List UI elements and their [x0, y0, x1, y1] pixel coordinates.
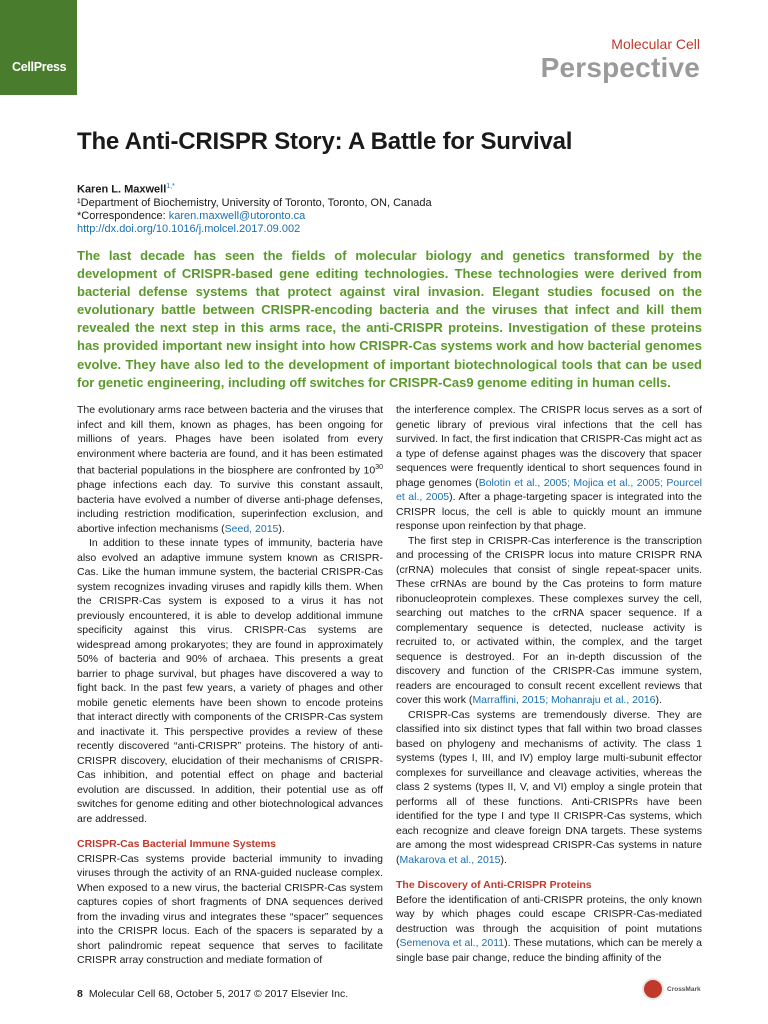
- section-heading: CRISPR-Cas Bacterial Immune Systems: [77, 838, 276, 850]
- crossmark-label: CrossMark: [667, 985, 701, 993]
- column-right: [396, 403, 702, 965]
- footer-citation: Molecular Cell 68, October 5, 2017 © 2017 Elsevier Inc.: [88, 988, 349, 1000]
- article-title: The Anti-CRISPR Story: A Battle for Survival: [77, 128, 573, 155]
- affiliation: ¹Department of Biochemistry, University of Toronto, Toronto, ON, Canada: [77, 196, 432, 209]
- author-marks[interactable]: 1,*: [166, 183, 175, 190]
- author-name: Karen L. Maxwell: [77, 183, 167, 196]
- doi-link[interactable]: http://dx.doi.org/10.1016/j.molcel.2017.09.002: [77, 222, 301, 235]
- paragraph: The evolutionary arms race between bacteria and the viruses that infect and kill them, known as phages, has been ongoing for millions of years. Phages have been isolated from every environment where bacteria are found, and it has been estimated that bacterial populations in the biosphere are confronted by $10^{30}$ phage infections each day. To survive this constant assault, bacteria have evolved a number of diverse anti-phage defenses, including restriction modification, superinfection exclusion, and abortive infection mechanisms (Seed, 2015).: [77, 404, 383, 535]
- section-label: Perspective: [540, 52, 700, 83]
- publisher-badge: [0, 0, 77, 95]
- author-block: [77, 180, 432, 236]
- correspondence: *Correspondence: karen.maxwell@utoronto.ca: [77, 209, 306, 222]
- citation-link[interactable]: Bolotin et al., 2005; Mojica et al., 2005; Pourcel et al., 2005: [396, 476, 702, 503]
- page-footer: [77, 988, 348, 1000]
- crossmark-icon: [642, 978, 664, 1000]
- paragraph: CRISPR-Cas systems provide bacterial immunity to invading viruses through the activity of an RNA-guided nuclease complex. When exposed to a new virus, the bacterial CRISPR-Cas system captures copies of short fragments of DNA sequences derived from the invading virus and integrates these “spacer” sequences into the CRISPR locus. Each of the spacers is separated by a short palindromic repeat sequence that serves to facilitate CRISPR array construction and mediate formation of: [77, 852, 383, 966]
- section-heading: The Discovery of Anti-CRISPR Proteins: [396, 879, 592, 891]
- paragraph: The first step in CRISPR-Cas interference is the transcription and processing of the CRISPR locus into mature CRISPR RNA (crRNA) molecules that consist of single repeat-spacer units. These crRNAs are bound by the Cas proteins to form mature ribonucleoprotein complexes. These complexes survey the cell, searching out matches to the crRNA spacer sequence. If a complementary sequence is detected, nuclease activity is recruited to, or activated within, the complex, and the target sequence is destroyed. For an in-depth discussion of the discovery and function of the CRISPR-Cas immune system, readers are encouraged to consult recent excellent reviews that cover this work (Marraffini, 2015; Mohanraju et al., 2016).: [396, 534, 702, 706]
- crossmark-badge[interactable]: [642, 978, 701, 1000]
- paragraph: CRISPR-Cas systems are tremendously diverse. They are classified into six distinct types that fall within two broad classes based on phylogeny and mechanisms of activity. The class 1 systems (types I, III, and IV) employ large multi-subunit effector complexes for surveillance and cleavage activities, whereas the class 2 systems (types II, V, and VI) employ a single protein that performs all of these functions. Anti-CRISPRs have been identified for the type I and type II CRISPR-Cas systems, which each recognize and cleave foreign DNA targets. These systems are among the most widespread CRISPR-Cas systems in nature (Makarova et al., 2015).: [396, 708, 702, 866]
- page-number: 8: [77, 988, 83, 1000]
- paragraph: the interference complex. The CRISPR locus serves as a sort of genetic library of previous viral infections that the cell has survived. In fact, the first indication that CRISPR-Cas might act as a type of defense against phages was the discovery that spacer sequences were frequently identical to short sequences found in phage genomes (Bolotin et al., 2005; Mojica et al., 2005; Pourcel et al., 2005). After a phage-targeting spacer is integrated into the CRISPR locus, the cell is able to quickly mount an immune response upon reinfection by that phage.: [396, 404, 702, 532]
- abstract: The last decade has seen the fields of molecular biology and genetics transformed by the development of CRISPR-based gene editing technologies. These technologies were derived from bacterial defense systems that protect against viral invasion. Elegant studies focused on the evolutionary battle between CRISPR-encoding bacteria and the viruses that infect and kill them revealed the next step in this arms race, the anti-CRISPR proteins. Investigation of these proteins has provided important new insight into how CRISPR-Cas systems work and how bacterial genomes evolve. They have also led to the development of important biotechnological tools that can be used for genetic engineering, including off switches for CRISPR-Cas9 genome editing in human cells.: [77, 248, 702, 390]
- citation-link[interactable]: Makarova et al., 2015: [399, 853, 501, 866]
- citation-link[interactable]: Seed, 2015: [224, 522, 279, 535]
- journal-name: Molecular Cell: [611, 36, 700, 52]
- column-left: [77, 403, 383, 968]
- email-link[interactable]: karen.maxwell@utoronto.ca: [168, 209, 306, 222]
- paragraph: Before the identification of anti-CRISPR proteins, the only known way by which phages could escape CRISPR-Cas-mediated destruction was through the acquisition of point mutations (Semenova et al., 2011). These mutations, which can be merely a single base pair change, reduce the binding affinity of the: [396, 893, 702, 964]
- citation-link[interactable]: Marraffini, 2015; Mohanraju et al., 2016: [472, 694, 656, 706]
- paragraph: In addition to these innate types of immunity, bacteria have also evolved an adaptive immune system known as CRISPR-Cas. Like the human immune system, the bacterial CRISPR-Cas system recognizes invading viruses and rapidly kills them. When the CRISPR-Cas system is exposed to a virus it has not previously encountered, it is able to develop additional immune specificity against this virus. CRISPR-Cas systems are widespread among prokaryotes; they are found in approximately 50% of bacteria and 90% of archaea. This presents a great barrier to phage survival, but phages have discovered a way to fight back. In the past few years, a variety of phages and other mobile genetic elements have been shown to encode proteins that interact directly with components of the CRISPR-Cas system and inactivate it. This perspective provides a review of these recently discovered “anti-CRISPR” proteins. The history of anti-CRISPR discovery, elucidation of their mechanisms of CRISPR-Cas inhibition, and potential effect on phage and bacterial evolution are discussed. In addition, their potential use as off switches for genome editing and other biotechnological advances are addressed.: [77, 537, 383, 825]
- cellpress-logo: CellPress: [12, 60, 67, 74]
- citation-link[interactable]: Semenova et al., 2011: [399, 937, 505, 949]
